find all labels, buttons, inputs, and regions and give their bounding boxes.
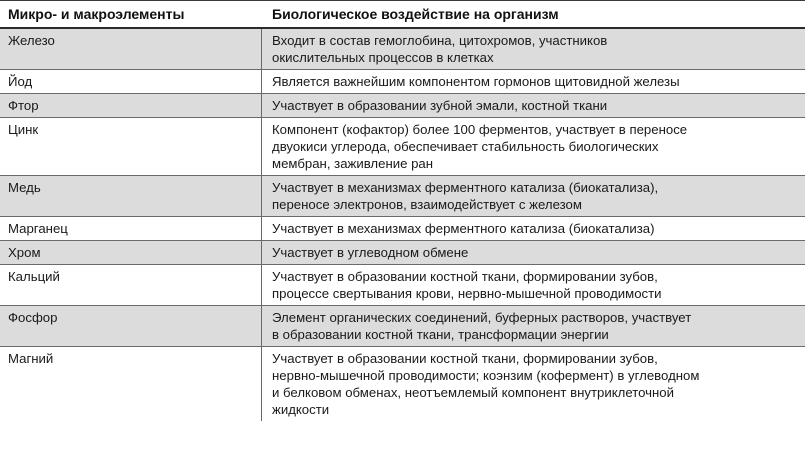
element-name-cell: Цинк bbox=[0, 118, 262, 175]
table-header-row bbox=[0, 1, 805, 29]
effect-line: Участвует в углеводном обмене bbox=[272, 245, 469, 260]
effect-line: Является важнейшим компонентом гормонов щитовидной железы bbox=[272, 74, 680, 89]
effect-line: Входит в состав гемоглобина, цитохромов, участников bbox=[272, 33, 608, 48]
element-name-cell: Йод bbox=[0, 70, 262, 93]
effect-line: Участвует в образовании костной ткани, формировании зубов, bbox=[272, 351, 658, 366]
effect-line: процессе свертывания крови, нервно-мышечной проводимости bbox=[272, 286, 662, 301]
element-name-cell: Железо bbox=[0, 29, 262, 69]
effect-line: нервно-мышечной проводимости; коэнзим (кофермент) в углеводном bbox=[272, 368, 700, 383]
effect-line: переносе электронов, взаимодействует с железом bbox=[272, 197, 582, 212]
table-row bbox=[0, 306, 805, 347]
element-name-cell: Медь bbox=[0, 176, 262, 216]
element-name-cell: Фтор bbox=[0, 94, 262, 117]
effect-line: Компонент (кофактор) более 100 ферментов, участвует в переносе bbox=[272, 122, 688, 137]
effect-cell bbox=[262, 265, 805, 305]
table-row bbox=[0, 347, 805, 421]
effect-line: и белковом обменах, неотъемлемый компонент внутриклеточной bbox=[272, 385, 675, 400]
element-name-cell: Магний bbox=[0, 347, 262, 421]
table-body bbox=[0, 29, 805, 421]
effect-line: Участвует в механизмах ферментного катализа (биокатализа) bbox=[272, 221, 655, 236]
effect-line: Участвует в образовании зубной эмали, костной ткани bbox=[272, 98, 608, 113]
table-row bbox=[0, 176, 805, 217]
effect-cell bbox=[262, 217, 805, 240]
effect-line: Элемент органических соединений, буферных растворов, участвует bbox=[272, 310, 692, 325]
element-name-cell: Фосфор bbox=[0, 306, 262, 346]
table-row bbox=[0, 94, 805, 118]
table-row bbox=[0, 265, 805, 306]
table-row bbox=[0, 70, 805, 94]
effect-cell bbox=[262, 241, 805, 264]
effect-cell bbox=[262, 176, 805, 216]
effect-cell bbox=[262, 94, 805, 117]
table-row bbox=[0, 217, 805, 241]
effect-line: жидкости bbox=[272, 402, 330, 417]
effect-line: Участвует в механизмах ферментного катализа (биокатализа), bbox=[272, 180, 659, 195]
element-name-cell: Кальций bbox=[0, 265, 262, 305]
element-name-cell: Хром bbox=[0, 241, 262, 264]
effect-cell bbox=[262, 347, 805, 421]
table-row bbox=[0, 29, 805, 70]
effect-line: в образовании костной ткани, трансформации энергии bbox=[272, 327, 609, 342]
effect-line: двуокиси углерода, обеспечивает стабильность биологических bbox=[272, 139, 659, 154]
element-name-cell: Марганец bbox=[0, 217, 262, 240]
header-effect: Биологическое воздействие на организм bbox=[272, 6, 559, 22]
effect-cell bbox=[262, 306, 805, 346]
effect-line: окислительных процессов в клетках bbox=[272, 50, 494, 65]
effect-cell bbox=[262, 29, 805, 69]
effect-cell bbox=[262, 118, 805, 175]
effect-line: мембран, заживление ран bbox=[272, 156, 434, 171]
effect-cell bbox=[262, 70, 805, 93]
table-row bbox=[0, 241, 805, 265]
effect-line: Участвует в образовании костной ткани, формировании зубов, bbox=[272, 269, 658, 284]
table-row bbox=[0, 118, 805, 176]
header-element: Микро- и макроэлементы bbox=[8, 6, 185, 22]
